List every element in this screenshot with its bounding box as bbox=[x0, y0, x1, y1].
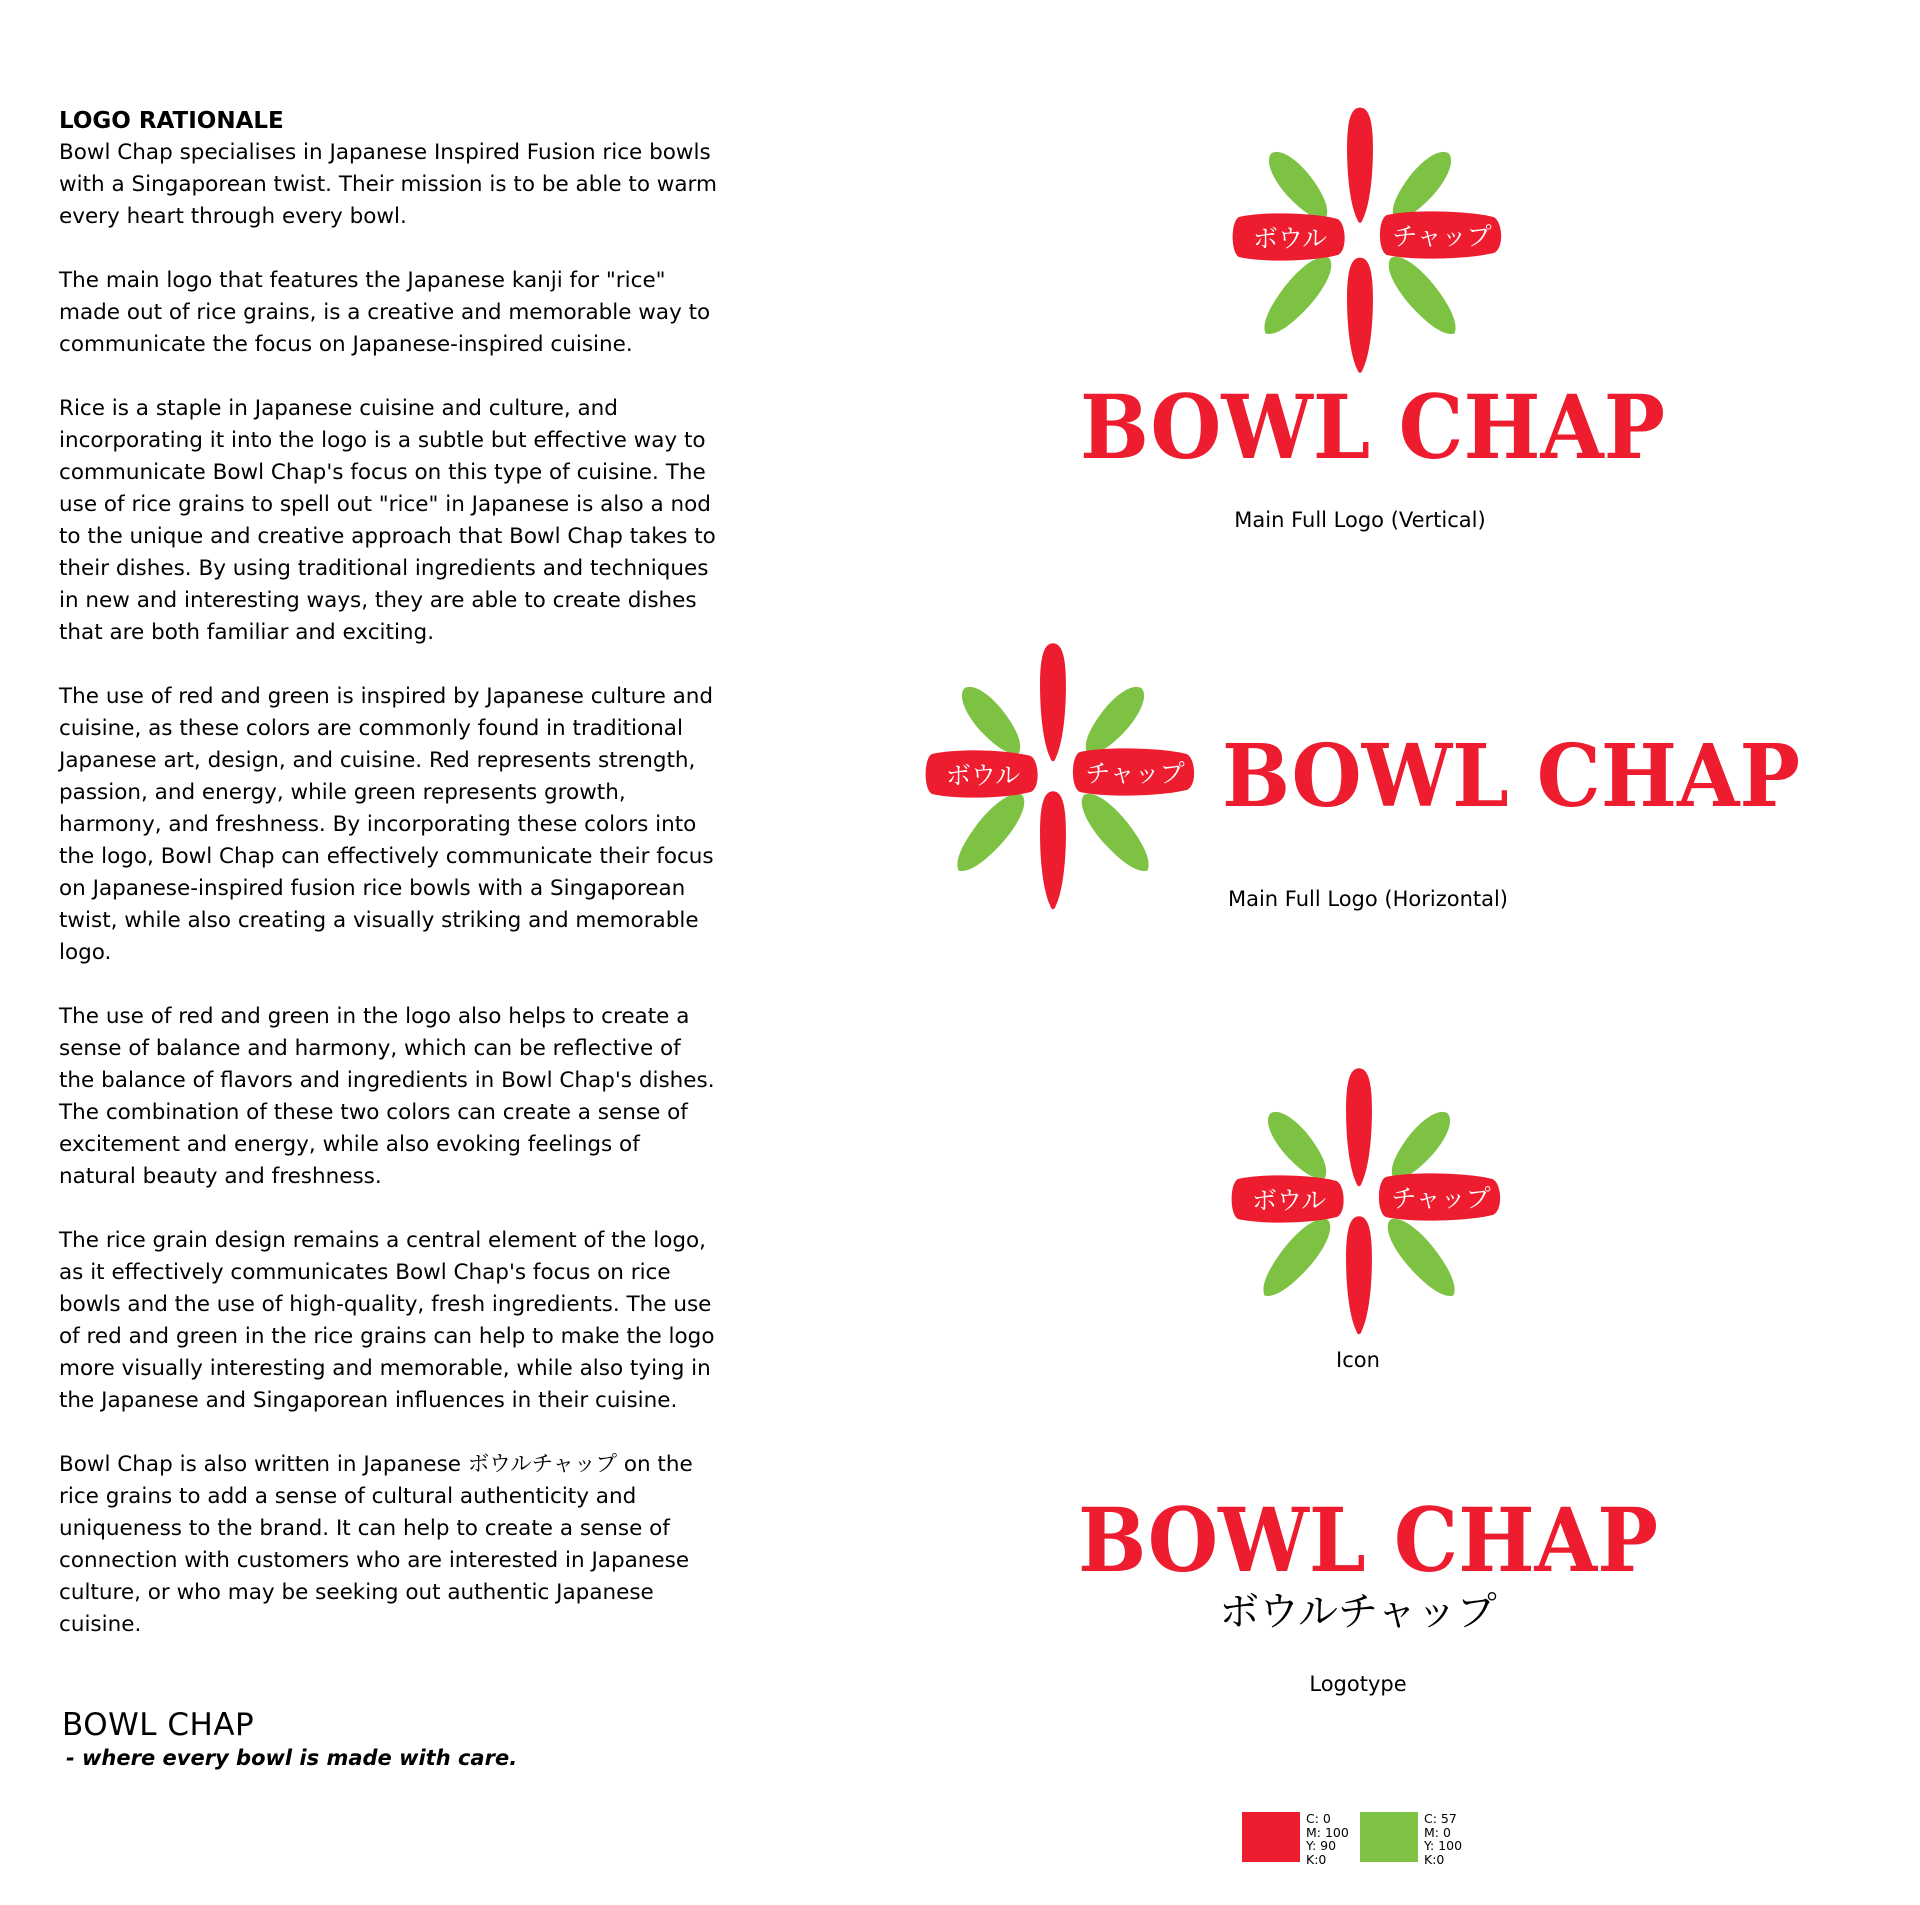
vertical-logo bbox=[1220, 85, 1500, 375]
katakana-right: チャップ bbox=[1392, 222, 1492, 251]
brand-name: BOWL CHAP bbox=[62, 1707, 255, 1743]
swatch-red-label: C: 0 M: 100 Y: 90 K:0 bbox=[1306, 1811, 1349, 1867]
rice-icon-vertical bbox=[1220, 85, 1500, 375]
horizontal-logo-icon bbox=[908, 620, 1198, 910]
rationale-paragraph-5: The use of red and green in the logo also helps to create a sense of balance and harmony, which can be reflective of the balance of flavors and ingredients in Bowl Chap's dishes. The combination of these two colors can create a sense of excitement and energy, while also evoking feelings of natural beauty and freshness. bbox=[59, 1004, 715, 1189]
caption-vertical: Main Full Logo (Vertical) bbox=[1234, 508, 1486, 532]
katakana-right: チャップ bbox=[1391, 1184, 1491, 1213]
rationale-heading: LOGO RATIONALE bbox=[59, 108, 284, 134]
rationale-paragraph-4: The use of red and green is inspired by Japanese culture and cuisine, as these colors are commonly found in traditional Japanese art, design, and cuisine. Red represents strength, passion, and energy, while green represents growth, harmony, and freshness. By incorporating these colors into the logo, Bowl Chap can effectively communicate their focus on Japanese-inspired fusion rice bowls with a Singaporean twist, while also creating a visually striking and memorable logo. bbox=[59, 684, 714, 965]
wordmark-text: BOWL CHAP bbox=[1078, 1488, 1658, 1592]
caption-icon: Icon bbox=[1336, 1348, 1380, 1372]
vertical-wordmark bbox=[1080, 375, 1680, 480]
rice-icon-horizontal bbox=[908, 620, 1198, 910]
swatch-green bbox=[1360, 1812, 1418, 1862]
rationale-paragraph-6: The rice grain design remains a central element of the logo, as it effectively communicates Bowl Chap's focus on rice bowls and the use of high-quality, fresh ingredients. The use of red and green in the rice grains can help to make the logo more visually interesting and memorable, while also tying in the Japanese and Singaporean influences in their cuisine. bbox=[59, 1228, 715, 1413]
katakana-left: ボウル bbox=[1251, 1186, 1327, 1215]
katakana-left: ボウル bbox=[945, 761, 1021, 790]
swatch-red bbox=[1242, 1812, 1300, 1862]
wordmark-text: BOWL CHAP bbox=[1080, 375, 1665, 479]
rationale-paragraph-2: The main logo that features the Japanese kanji for "rice" made out of rice grains, is a creative and memorable way to communicate the focus on Japanese-inspired cuisine. bbox=[59, 268, 711, 357]
logotype-wordmark bbox=[1078, 1488, 1678, 1593]
rationale-paragraph-3: Rice is a staple in Japanese cuisine and culture, and incorporating it into the logo is a subtle but effective way to communicate Bowl Chap's focus on this type of cuisine. The use of rice grains to spell out "rice" in Japanese is also a nod to the unique and creative approach that Bowl Chap takes to their dishes. By using traditional ingredients and techniques in new and interesting ways, they are able to create dishes that are both familiar and exciting. bbox=[59, 396, 716, 645]
caption-horizontal: Main Full Logo (Horizontal) bbox=[1227, 887, 1509, 911]
caption-logotype: Logotype bbox=[1309, 1672, 1407, 1696]
katakana-right: チャップ bbox=[1085, 759, 1185, 788]
katakana-left: ボウル bbox=[1252, 224, 1328, 253]
wordmark-text: BOWL CHAP bbox=[1222, 726, 1800, 827]
rationale-section bbox=[59, 105, 719, 1673]
horizontal-wordmark bbox=[1222, 728, 1822, 828]
logotype-katakana: ボウルチャップ bbox=[1219, 1589, 1497, 1635]
brand-tagline: - where every bowl is made with care. bbox=[66, 1746, 518, 1770]
swatch-green-label: C: 57 M: 0 Y: 100 K:0 bbox=[1424, 1811, 1463, 1867]
rationale-paragraph-1: Bowl Chap specialises in Japanese Inspired Fusion rice bowls with a Singaporean twist. Their mission is to be able to warm every heart through every bowl. bbox=[59, 140, 717, 229]
icon-logo bbox=[1214, 1045, 1504, 1335]
rationale-paragraph-7: Bowl Chap is also written in Japanese ボウルチャップ on the rice grains to add a sense of cultural authenticity and uniqueness to the brand. It can help to create a sense of connection with customers who are interested in Japanese culture, or who may be seeking out authentic Japanese cuisine. bbox=[59, 1452, 693, 1637]
rice-icon bbox=[1214, 1045, 1504, 1335]
